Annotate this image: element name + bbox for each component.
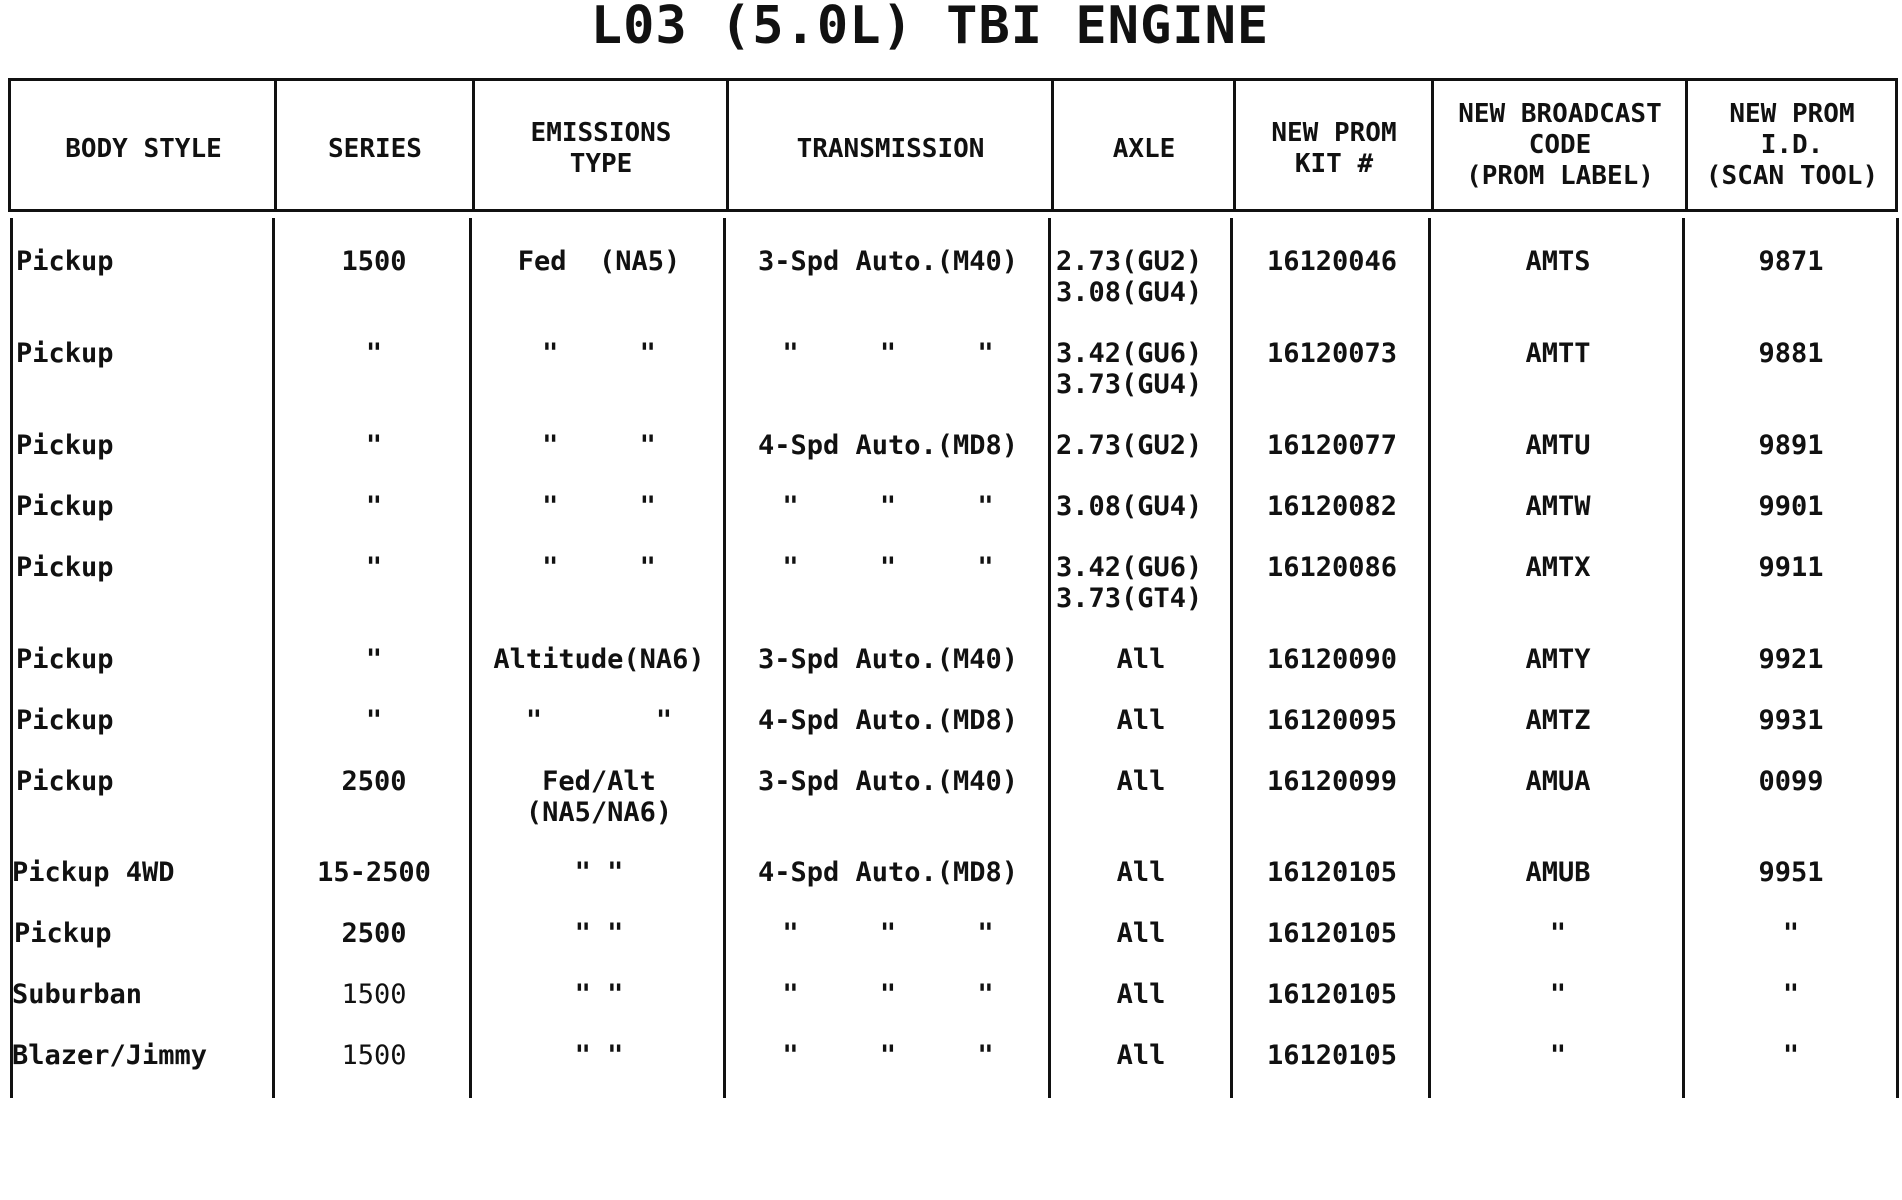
cell-emissions: " " (574, 1040, 624, 1071)
cell-emissions: " " (574, 979, 624, 1010)
cell-kit: 16120073 (1266, 338, 1398, 369)
cell-axle: 2.73(GU2) 3.08(GU4) (1056, 246, 1203, 308)
cell-kit: 16120090 (1266, 644, 1398, 675)
cell-prom-id: 9891 (1758, 430, 1824, 461)
cell-emissions: " " (542, 552, 656, 583)
cell-axle: All (1116, 979, 1166, 1010)
header-emissions-line2: TYPE (569, 149, 633, 179)
header-divider (472, 78, 475, 212)
cell-prom-id: 9901 (1758, 491, 1824, 522)
header-emissions-line1: EMISSIONS (530, 118, 672, 148)
cell-series: 1500 (341, 1040, 407, 1071)
cell-kit: 16120046 (1266, 246, 1398, 277)
cell-kit: 16120105 (1266, 918, 1398, 949)
header-divider (1431, 78, 1434, 212)
header-divider (1685, 78, 1688, 212)
cell-kit: 16120105 (1266, 1040, 1398, 1071)
cell-emissions: " " (574, 857, 624, 888)
cell-series: " (365, 705, 383, 736)
cell-series: 2500 (341, 918, 407, 949)
cell-transmission: " " " (782, 1040, 994, 1071)
cell-emissions: " " (542, 338, 656, 369)
cell-transmission: " " " (782, 338, 994, 369)
cell-emissions: Altitude(NA6) (493, 644, 705, 675)
cell-transmission: 4-Spd Auto.(MD8) (757, 705, 1019, 736)
cell-axle: All (1116, 766, 1166, 797)
cell-body-style: Pickup (16, 491, 114, 522)
header-body-style-label: BODY STYLE (65, 133, 222, 164)
cell-body-style: Suburban (12, 979, 143, 1010)
header-prom-id (1687, 78, 1897, 212)
cell-body-style: Pickup (16, 552, 114, 583)
header-divider (1233, 78, 1236, 212)
cell-axle: 2.73(GU2) (1056, 430, 1203, 461)
cell-series: " (365, 552, 383, 583)
header-prom-id-line1: NEW PROM (1729, 98, 1855, 129)
cell-prom-id: 9931 (1758, 705, 1824, 736)
cell-series: 1500 (341, 246, 407, 277)
cell-broadcast: AMUA (1525, 766, 1591, 797)
cell-kit: 16120082 (1266, 491, 1398, 522)
cell-transmission: 3-Spd Auto.(M40) (757, 644, 1019, 675)
cell-axle: 3.42(GU6) 3.73(GU4) (1056, 338, 1203, 400)
header-prom-kit-line1: NEW PROM (1271, 118, 1397, 148)
cell-prom-id: 9871 (1758, 246, 1824, 277)
header-prom-id-line3: (SCAN TOOL) (1705, 160, 1879, 191)
cell-broadcast: " (1549, 918, 1567, 949)
cell-emissions: " " (574, 918, 624, 949)
cell-prom-id: 9951 (1758, 857, 1824, 888)
cell-broadcast: AMTT (1525, 338, 1591, 369)
cell-body-style: Pickup (14, 918, 112, 949)
cell-prom-id: " (1782, 918, 1800, 949)
header-series (276, 78, 474, 212)
header-series-label: SERIES (328, 133, 422, 164)
cell-kit: 16120105 (1266, 857, 1398, 888)
cell-body-style: Pickup (16, 644, 114, 675)
cell-broadcast: " (1549, 979, 1567, 1010)
cell-transmission: " " " (782, 491, 994, 522)
header-broadcast-line2: CODE (1528, 129, 1592, 160)
header-emissions-type (474, 78, 728, 212)
cell-body-style: Pickup (16, 705, 114, 736)
cell-prom-id: " (1782, 1040, 1800, 1071)
cell-series: 15-2500 (317, 857, 431, 888)
header-transmission-label: TRANSMISSION (796, 133, 985, 164)
cell-body-style: Pickup (16, 766, 114, 797)
cell-broadcast: AMTS (1525, 246, 1591, 277)
cell-transmission: " " " (782, 918, 994, 949)
cell-axle: 3.42(GU6) 3.73(GT4) (1056, 552, 1203, 614)
cell-body-style: Pickup 4WD (12, 857, 175, 888)
cell-body-style: Pickup (16, 430, 114, 461)
cell-axle: All (1116, 1040, 1166, 1071)
cell-axle: All (1116, 705, 1166, 736)
cell-prom-id: 0099 (1758, 766, 1824, 797)
cell-kit: 16120105 (1266, 979, 1398, 1010)
cell-body-style: Pickup (16, 338, 114, 369)
cell-broadcast: " (1549, 1040, 1567, 1071)
cell-transmission: 3-Spd Auto.(M40) (757, 246, 1019, 277)
cell-series: " (365, 430, 383, 461)
cell-axle: 3.08(GU4) (1056, 491, 1203, 522)
cell-body-style: Pickup (16, 246, 114, 277)
header-transmission (728, 78, 1053, 212)
cell-axle: All (1116, 857, 1166, 888)
cell-kit: 16120095 (1266, 705, 1398, 736)
column-rule (1230, 218, 1233, 1098)
cell-prom-id: 9921 (1758, 644, 1824, 675)
cell-transmission: " " " (782, 979, 994, 1010)
cell-transmission: " " " (782, 552, 994, 583)
header-body-style (11, 78, 276, 212)
cell-emissions: " " (542, 430, 656, 461)
header-prom-kit (1235, 78, 1433, 212)
column-rule (10, 218, 13, 1098)
cell-broadcast: AMTZ (1525, 705, 1591, 736)
column-rule (1896, 218, 1899, 1098)
cell-kit: 16120099 (1266, 766, 1398, 797)
cell-emissions: Fed (NA5) (517, 246, 681, 277)
header-prom-id-line2: I.D. (1760, 129, 1824, 160)
cell-series: " (365, 491, 383, 522)
cell-prom-id: 9881 (1758, 338, 1824, 369)
header-divider (726, 78, 729, 212)
cell-kit: 16120086 (1266, 552, 1398, 583)
cell-series: 1500 (341, 979, 407, 1010)
cell-series: 2500 (341, 766, 407, 797)
cell-series: " (365, 644, 383, 675)
cell-axle: All (1116, 918, 1166, 949)
cell-broadcast: AMUB (1525, 857, 1591, 888)
page-title: L03 (5.0L) TBI ENGINE (590, 0, 1270, 56)
cell-transmission: 4-Spd Auto.(MD8) (757, 430, 1019, 461)
header-broadcast-line3: (PROM LABEL) (1466, 160, 1654, 191)
header-prom-kit-line2: KIT # (1294, 149, 1374, 179)
header-broadcast-code (1433, 78, 1687, 212)
cell-broadcast: AMTW (1525, 491, 1591, 522)
cell-broadcast: AMTU (1525, 430, 1591, 461)
cell-transmission: 3-Spd Auto.(M40) (757, 766, 1019, 797)
header-axle (1053, 78, 1235, 212)
cell-emissions: " " (542, 491, 656, 522)
cell-body-style: Blazer/Jimmy (12, 1040, 208, 1071)
header-broadcast-line1: NEW BROADCAST (1458, 98, 1662, 129)
header-axle-label: AXLE (1112, 133, 1176, 164)
cell-kit: 16120077 (1266, 430, 1398, 461)
cell-series: " (365, 338, 383, 369)
column-rule (272, 218, 275, 1098)
column-rule (1048, 218, 1051, 1098)
cell-transmission: 4-Spd Auto.(MD8) (757, 857, 1019, 888)
header-divider (274, 78, 277, 212)
cell-broadcast: AMTY (1525, 644, 1591, 675)
cell-emissions: Fed/Alt (NA5/NA6) (525, 766, 673, 828)
cell-emissions: " " (525, 705, 673, 736)
cell-prom-id: " (1782, 979, 1800, 1010)
cell-prom-id: 9911 (1758, 552, 1824, 583)
header-divider (1051, 78, 1054, 212)
cell-axle: All (1116, 644, 1166, 675)
cell-broadcast: AMTX (1525, 552, 1591, 583)
